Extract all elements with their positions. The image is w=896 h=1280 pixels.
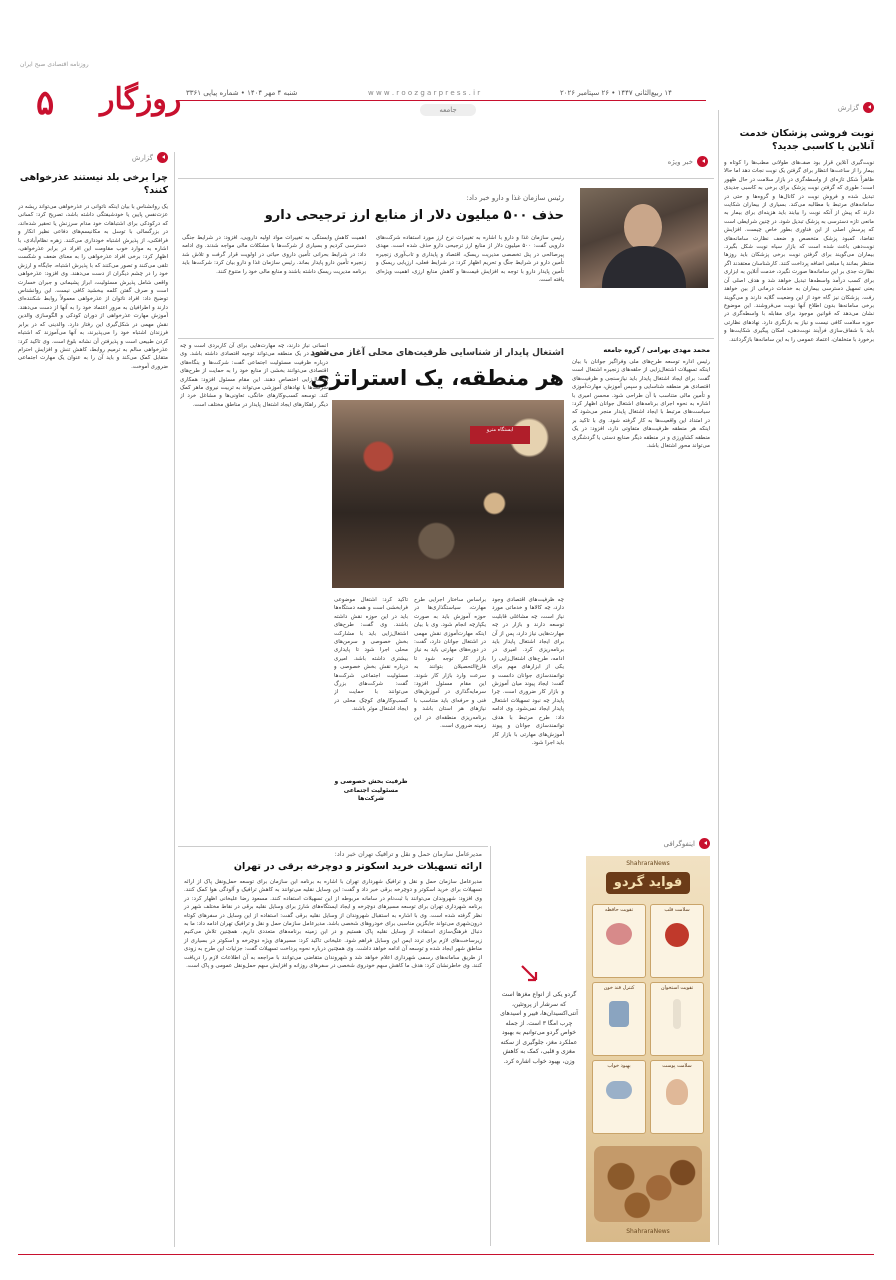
- logo: روزگار: [100, 82, 182, 117]
- page-number: ۵: [36, 83, 55, 123]
- transport-story: [178, 850, 488, 1248]
- bottom-rule: [18, 1254, 874, 1255]
- news-kicker: رئیس سازمان غذا و دارو خبر داد:: [466, 194, 564, 202]
- benefit-card-label: سلامت قلب: [664, 907, 690, 913]
- main-headline: هر منطقه، یک استراتژی: [310, 366, 564, 390]
- skin-icon: [666, 1079, 688, 1105]
- news-body-left: اهمیت کاهش وابستگی به تغییرات مواد اولیه دارویی، افزود: در شرایط جنگی دسترسی کردیم و بسیاری از شرکت‌ها با مشکلات مالی مواجه شدند. وی ادامه داد: در شرایط بحرانی تأمین داروی حیاتی در اولویت قرار گرفت و تلاش شد زنجیره تأمین دارو پایدار بماند. رئیس سازمان غذا و دارو بیان کرد: شرکت‌ها باید برنامه مدیریت ریسک داشته باشند و منابع مالی خود را متنوع کنند.: [182, 235, 366, 275]
- benefit-card-6: [650, 1060, 704, 1134]
- benefit-card-3: [592, 982, 646, 1056]
- infographic-caption: گردو یکی از انواع مغزها است که سرشار از پروتئین، آنتی‌اکسیدان‌ها، فیبر و اسیدهای چرب امگا ۳ است. از جمله خواص گردو می‌توانیم به بهبود عملکرد مغز، جلوگیری از سکته مغزی و قلبی، کمک به کاهش وزن، بهبود خواب اشاره کرد.: [500, 991, 578, 1065]
- main-col4: تاکید کرد: اشتغال موضوعی فرابخشی است و همه دستگاه‌ها باید در این حوزه نقش داشته باشند. وی گفت: طرح‌های اشتغال‌زایی باید با مشارکت بخش خصوصی و سرمن‌های محلی اجرا شود تا پایداری بیشتری داشته باشد. امیری درباره نقش بخش خصوصی و مسئولیت اجتماعی شرکت‌ها گفت: شرکت‌های بزرگ می‌توانند با حمایت از کسب‌وکارهای کوچک محلی در ایجاد اشتغال موثر باشند.: [334, 597, 408, 713]
- benefit-card-1: [592, 904, 646, 978]
- infographic-tag: [664, 838, 710, 849]
- date-line: ۱۴ ربیع‌الثانی ۱۴۴۷ • ۲۶ سپتامبر ۲۰۲۶: [560, 89, 672, 97]
- main-byline: محمد مهدی بهرامی / گروه جامعه: [603, 346, 710, 354]
- news-tag-label: خبر ویژه: [667, 157, 693, 166]
- arrow-icon: [699, 838, 710, 849]
- right-report-tag: [724, 102, 874, 113]
- news-photo: [580, 188, 708, 288]
- infographic-brand-footer: ShahraraNews: [626, 1228, 670, 1235]
- right-report-body: نوبت‌گیری آنلاین قرار بود صف‌های طولانی مطب‌ها را کوتاه و بیمار را از ساعت‌ها انتظار برای گرفتن یک نوبت نجات دهد اما حالا ظاهراً شکل تازه‌ای از واسطه‌گری در بازار سلامت در حال ظهور است؛ طوری که گرفتن نوبت پزشک برای برخی به کاسبی جدیدی تبدیل شده و فروش نوبت در کانال‌ها و گروه‌ها و حتی در سامانه‌های مرتبط با مطالبه می‌کند. بسیاری از بیماران شکایت دارند که پیش از آنکه نوبت را بیابند باید هزینه‌ای برای بیمار به مانعی تازه دسترسی به پزشک تبدیل شود. در چنین شرایطی است که پرسش اصلی از این فناوری بطور خاص چیست. افزایش تقاضا، کمبود پزشک متخصص و ضعف نظارت سامانه‌های نوبت‌دهی باعث شده است که بازار سیاه نوبت شکل بگیرد. بیماران می‌گویند برای گرفتن نوبت برخی پزشکان باید روزها منتظر بمانند یا مبلغی اضافه پرداخت کنند. کارشناسان معتقدند اگر نظارت جدی بر این سامانه‌ها صورت نگیرد، خدمت آنلاین به ابزاری برای کسب درآمد واسطه‌ها تبدیل خواهد شد و هدف اصلی آن یعنی تسهیل دسترسی بیماران به خدمات درمانی از بین خواهد رفت. پزشکان نیز گاه خود از این وضعیت گلایه دارند و می‌گویند برخی سامانه‌ها بدون اطلاع آنها نوبت می‌فروشند. این موضوع نشان می‌دهد که قوانین موجود برای مقابله با واسطه‌گری در حوزه سلامت کافی نیست و نیاز به بازنگری دارد. نهادهای نظارتی باید با شفاف‌سازی فرآیند نوبت‌دهی، امکان پیگیری شکایت‌ها و برخورد با متخلفان، اعتماد عمومی را به این سامانه‌ها بازگردانند.: [724, 160, 874, 343]
- arrow-icon: [157, 152, 168, 163]
- infographic-arrow-icon: [520, 964, 538, 982]
- transport-headline: ارائه تسهیلات خرید اسکوتر و دوچرخه برقی در تهران: [233, 861, 482, 872]
- left-report: [18, 152, 168, 1252]
- left-report-headline: چرا برخی بلد نیستند عذرخواهی کنند؟: [19, 172, 168, 196]
- heart-icon: [665, 923, 689, 947]
- masthead-tagline: روزنامه اقتصادی صبح ایران: [20, 61, 89, 68]
- benefit-card-label: تقویت حافظه: [604, 907, 634, 913]
- news-body-right: رئیس سازمان غذا و دارو با اشاره به تغییرات نرخ ارز مورد استفاده شرکت‌های دارویی گفت: ۵۰۰ میلیون دلار از منابع ارز ترجیحی دارو حذف شده است. مهدی پیرصالحی در پنل تخصصی مدیریت ریسک، اقتصاد و پایداری و تاب‌آوری زنجیره تأمین دارو در شرایط جنگ و تحریم اظهار کرد: در شرایط فعلی، ارزیابی ریسک و تأمین پایدار دارو با توجه به افزایش قیمت‌ها و کاهش منابع ارزی، اهمیت ویژه‌ای یافته است.: [376, 235, 564, 284]
- brain-icon: [606, 923, 632, 945]
- transport-kicker: مدیرعامل سازمان حمل و نقل و ترافیک تهران خبر داد:: [334, 850, 482, 858]
- main-col1: رئیس اداره توسعه طرح‌های ملی وفراگیر جوانان با بیان اینکه تسهیلات اشتغال‌زایی از حلقه‌های زنجیره اشتغال است گفت: برای ایجاد اشتغال پایدار باید نیازسنجی و ظرفیت‌های اقتصادی هر منطقه شناسایی و سپس آموزش، مهارت‌آموزی و تأمین مالی متناسب با آن طراحی شود. محسن امیری با اشاره به نحوه اجرای برنامه‌های اشتغال جوانان اظهار کرد: سیاست‌های مرتبط با ایجاد اشتغال پایدار منجر می‌شود که در امتداد این واقعیت‌ها به کار گرفته شود. وی با تاکید بر اینکه هر منطقه ظرفیت‌های متفاوتی دارد، افزود: در یک منطقه کشاورزی و در منطقه دیگر صنایع دستی یا گردشگری می‌تواند محور اشتغال باشد.: [572, 359, 710, 450]
- infographic-section: [494, 834, 714, 1246]
- metro-sign-label: ایستگاه مترو: [486, 427, 514, 433]
- left-report-tag-label: گزارش: [131, 153, 153, 162]
- benefit-card-label: تقویت استخوان: [660, 985, 694, 991]
- infographic-brand: ShahraraNews: [626, 860, 670, 867]
- sleep-icon: [606, 1081, 632, 1099]
- left-report-tag: [18, 152, 168, 163]
- section-tab: جامعه: [420, 104, 476, 116]
- bone-icon: [673, 999, 681, 1029]
- main-story: [178, 342, 714, 842]
- main-subhead: ظرفیت بخش خصوصی و مسئولیت اجتماعی شرکت‌ها: [334, 778, 408, 802]
- right-report-headline: نوبت فروشی پزشکان خدمت آنلاین یا کاسبی جدید؟: [739, 128, 874, 152]
- benefit-card-4: [650, 982, 704, 1056]
- news-tag: [668, 156, 708, 167]
- benefit-card-2: [650, 904, 704, 978]
- benefit-card-5: [592, 1060, 646, 1134]
- walnuts-image: [594, 1146, 702, 1222]
- issue-line: شنبه ۴ مهر ۱۴۰۴ • شماره پیاپی ۳۳۶۱: [186, 89, 298, 97]
- portrait-head: [624, 204, 662, 250]
- portrait-body: [602, 246, 686, 288]
- main-col2: چه ظرفیت‌های اقتصادی وجود دارد، چه کالاها و خدماتی مورد نیاز است، چه مشاغلی قابلیت توسعه دارند و بازار در چه مهارت‌هایی نیاز دارد، پس از آن برای ایجاد اشتغال پایدار باید برنامه‌ریزی کرد. امیری در ادامه، طرح‌های اشتغال‌زایی را یکی از ابزارهای مهم برای توانمندسازی جوانان دانست و گفت: ایجاد پیوند میان آموزش و بازار کار ضروری است. چرا پایدار چه نبود تسهیلات اشتغال پایدار ایجاد نمی‌شود. وی ادامه داد: طرح مرتبط با هدف توانمندسازی جوانان و پیوند آموزش‌های مهارتی با بازار کار باید اجرا شود.: [492, 597, 564, 746]
- main-col5: انسانی نیاز دارند، چه مهارت‌هایی برای آن کاربردی است و چه فعالیتی در یک منطقه می‌تواند توجیه اقتصادی داشته باشد. وی درباره ظرفیت مسئولیت اجتماعی گفت: شرکت‌ها و بنگاه‌های اقتصادی می‌توانند بخشی از منابع خود را به حمایت از طرح‌های اشتغال‌زایی اختصاص دهند. این مقام مسئول افزود: همکاری شرکت‌ها با نهادهای آموزشی می‌تواند به تربیت نیروی ماهر کمک کند. توسعه کسب‌وکارهای خانگی، تعاونی‌ها و مشاغل خرد از دیگر راهکارهای ایجاد اشتغال پایدار در مناطق مختلف است.: [180, 343, 328, 408]
- transport-body: مدیرعامل سازمان حمل و نقل و ترافیک شهرداری تهران با اشاره به برنامه این سازمان برای توسعه حمل‌ونقل پاک از ارائه تسهیلات برای خرید اسکوتر و دوچرخه برقی خبر داد و گفت: این وسایل نقلیه می‌توانند به کاهش ترافیک و آلودگی هوا کمک کنند. وی افزود: شهروندان می‌توانند با ثبت‌نام در سامانه مربوطه از این تسهیلات استفاده کنند. مسعود رضا علیخانی اظهار کرد: در برنامه شهرداری تهران برای توسعه مسیرهای دوچرخه و ایجاد ایستگاه‌های شارژ برای وسایل نقلیه برقی در نقاط مختلف شهر در نظر گرفته شده است. وی با اشاره به استقبال شهروندان از وسایل نقلیه برقی گفت: استفاده از این وسایل در سفرهای کوتاه درون‌شهری می‌تواند جایگزین مناسبی برای خودروهای شخصی باشد. مدیرعامل سازمان حمل و نقل و ترافیک تهران ادامه داد: ما به دنبال فرهنگ‌سازی استفاده از وسایل نقلیه پاک هستیم و در این زمینه برنامه‌های متعددی داریم. همچنین تلاش می‌کنیم زیرساخت‌های لازم برای تردد ایمن این وسایل فراهم شود. علیخانی تاکید کرد: مسیرهای ویژه دوچرخه و اسکوتر در بسیاری از مناطق شهر ایجاد شده و توسعه آن ادامه خواهد داشت. وی همچنین درباره نحوه پرداخت تسهیلات گفت: جزئیات این طرح به زودی از طریق سامانه‌های رسمی شهرداری اعلام خواهد شد و شهروندان متقاضی می‌توانند با مراجعه به آن اطلاعات لازم را دریافت کنند. وی خاطرنشان کرد: هدف ما کاهش سهم خودروی شخصی در سفرهای روزانه و افزایش سهم حمل‌ونقل عمومی و پاک است.: [184, 879, 482, 970]
- glucose-icon: [609, 1001, 629, 1027]
- right-report-tag-label: گزارش: [837, 103, 859, 112]
- right-report: [724, 98, 874, 1248]
- infographic-tag-label: اینفوگرافی: [663, 839, 695, 848]
- infographic-card: [586, 856, 710, 1242]
- main-kicker: اشتغال پایدار از شناسایی ظرفیت‌های محلی آغاز می‌شود: [310, 348, 564, 358]
- benefit-card-label: کنترل قند خون: [603, 985, 635, 991]
- news-box: [178, 152, 714, 338]
- website: w w w . r o o z g a r p r e s s . i r: [368, 89, 481, 97]
- infographic-title: فواید گردو: [606, 872, 690, 894]
- metro-sign: [470, 426, 530, 444]
- left-report-body: یک روانشناس با بیان اینکه ناتوانی در عذرخواهی می‌تواند ریشه در عزت‌نفس پایین یا خودشیفتگی داشته باشد، تصریح کرد: کسانی که درکودکی برای اشتباهات خود مدام سرزنش یا تحقیر شده‌اند، در بزرگسالی با توسل به مکانیسم‌های دفاعی نظیر انکار و فرافکنی، از پذیرش اشتباه خودداری می‌کنند. زهره نظام‌آبادی، با اشاره به موارد خوب مقاومت این افراد در برابر عذرخواهی، اظهار کرد: برخی افراد عذرخواهی را به معنای ضعف و شکست تلقی می‌کنند و تصور می‌کنند که با پذیرش اشتباه، جایگاه و ارزش خود را در چشم دیگران از دست می‌دهند. وی افزود: عذرخواهی واقعی شامل پذیرش مسئولیت، ابراز پشیمانی و جبران خسارت است و صرف گفتن کلمه ببخشید کافی نیست. این روانشناس توضیح داد: افراد ناتوان از عذرخواهی معمولاً روابط شکننده‌ای دارند و اطرافیان به مرور اعتماد خود را به آنها از دست می‌دهند. آموزش مهارت عذرخواهی از دوران کودکی و الگوسازی والدین نقش مهمی در شکل‌گیری این رفتار دارد. والدینی که در برابر فرزندان اشتباه خود را می‌پذیرند، به آنها می‌آموزند که اشتباه کردن طبیعی است و پذیرفتن آن نشانه بلوغ است. وی تاکید کرد: عذرخواهی سالم به ترمیم روابط، کاهش تنش و افزایش احترام متقابل کمک می‌کند و باید آن را به عنوان یک مهارت اجتماعی ضروری آموخت.: [18, 204, 168, 370]
- news-headline: حذف ۵۰۰ میلیون دلار از منابع ارز ترجیحی دارو: [264, 208, 564, 223]
- main-col3: براساس ساختار اجرایی طرح مهارت، سیاستگذاری‌ها در حوزه آموزش باید به صورت یکپارچه انجام شود. وی با بیان اینکه مهارت‌آموزی نقش مهمی در اشتغال جوانان دارد، گفت: در دوره‌های مهارتی باید به نیاز بازار کار توجه شود تا فارغ‌التحصیلان بتوانند به سرعت وارد بازار کار شوند. این مقام مسئول افزود: سرمایه‌گذاری در آموزش‌های فنی و حرفه‌ای باید متناسب با نیازهای هر استان باشد و برنامه‌ریزی منطقه‌ای در این زمینه ضروری است.: [414, 597, 486, 730]
- benefit-card-label: سلامت پوست: [662, 1063, 692, 1069]
- benefit-card-label: بهبود خواب: [607, 1063, 631, 1069]
- main-photo: [332, 400, 564, 588]
- arrow-icon: [697, 156, 708, 167]
- arrow-icon: [863, 102, 874, 113]
